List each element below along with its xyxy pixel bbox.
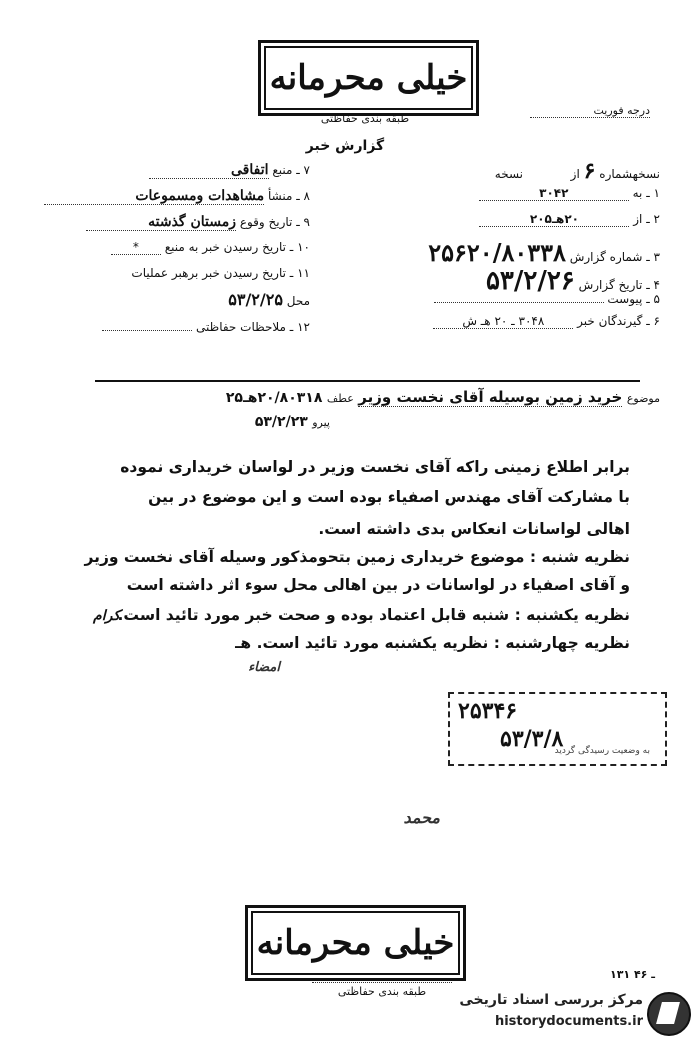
subject-ref-date-row bbox=[180, 414, 330, 430]
source-row bbox=[80, 162, 310, 179]
subject-ref-label: عطف bbox=[326, 392, 354, 405]
source-value: اتفاقی bbox=[149, 162, 269, 179]
event-date-label: ۹ ـ تاریخ وقوع bbox=[239, 215, 310, 229]
origin-label: ۸ ـ منشأ bbox=[267, 189, 310, 203]
handwritten-signature: امضاء bbox=[248, 660, 280, 675]
report-date-value: ۵۳/۲/۲۶ bbox=[485, 266, 575, 296]
recipients-value: ۳۰۴۸ ـ ۲۰ هـ ش bbox=[433, 314, 573, 329]
report-date-label: ۴ ـ تاریخ گزارش bbox=[578, 278, 660, 292]
body-line-6: نظریه یکشنبه : شنبه قابل اعتماد بوده و صحت خبر مورد تائید است. bbox=[117, 606, 630, 624]
body-line-4: نظریه شنبه : موضوع خریداری زمین بتحومذکور وسیله آقای نخست وزیر bbox=[84, 548, 630, 566]
source-label: ۷ ـ منبع bbox=[272, 163, 310, 177]
report-number-row bbox=[350, 238, 660, 267]
report-number-label: ۳ ـ شماره گزارش bbox=[569, 250, 660, 264]
attachment-label: ۵ ـ پیوست bbox=[607, 292, 660, 306]
received-date-row bbox=[80, 240, 310, 255]
recipients-row bbox=[380, 314, 660, 329]
registration-seal bbox=[448, 692, 667, 766]
body-line-5: و آقای اصفیاء در لواسانات در بین اهالی محل سوء اثر داشته است bbox=[126, 576, 630, 594]
watermark-title: مرکز بررسی اسناد تاریخی bbox=[459, 992, 643, 1008]
bottom-signature: محمد bbox=[403, 808, 440, 827]
copies-from-label: از bbox=[570, 167, 580, 181]
recipients-label: ۶ ـ گیرندگان خبر bbox=[577, 314, 660, 328]
handwritten-initials: کرام bbox=[93, 608, 120, 624]
page-code: ۱۳۱ ـ ۴۶ bbox=[609, 968, 655, 981]
section-divider bbox=[95, 380, 640, 382]
subject-row bbox=[120, 388, 660, 406]
to-row bbox=[410, 186, 660, 201]
place-row bbox=[110, 290, 310, 309]
from-value: ۲۰هـ۲۰۵ bbox=[479, 212, 629, 227]
body-line-3: اهالی لواسانات انعکاس بدی داشته است. bbox=[318, 520, 630, 538]
received-date-label: ۱۰ ـ تاریخ رسیدن خبر به منبع bbox=[164, 240, 310, 254]
ops-date-label: ۱۱ ـ تاریخ رسیدن خبر برهبر عملیات bbox=[131, 266, 310, 280]
attachment-row bbox=[410, 292, 660, 306]
classification-stamp-top: خیلی محرمانه bbox=[258, 40, 479, 116]
seal-caption: به وضعیت رسیدگی گردید bbox=[554, 746, 650, 756]
to-value: ۳۰۴۲ bbox=[479, 186, 629, 201]
report-title: گزارش خبر bbox=[305, 138, 385, 154]
watermark bbox=[415, 990, 695, 1040]
seal-date: ۵۳/۳/۸ bbox=[500, 726, 564, 752]
copy-number-row bbox=[410, 158, 660, 184]
body-line-1: برابر اطلاع زمینی راکه آقای نخست وزیر در لواسان خریداری نموده bbox=[120, 458, 630, 476]
copies-label: نسخه bbox=[494, 167, 524, 181]
from-label: ۲ ـ از bbox=[633, 212, 660, 226]
seal-number: ۲۵۳۴۶ bbox=[458, 698, 518, 724]
from-row bbox=[410, 212, 660, 227]
notes-row bbox=[80, 320, 310, 334]
ops-date-value: ۵۳/۲/۲۵ bbox=[228, 290, 283, 309]
subject-ref-value: ۲۰/۸۰۳۱۸هـ۲۵ bbox=[225, 390, 323, 406]
urgency-label: درجه فوریت bbox=[530, 104, 650, 118]
event-date-value: زمستان گذشته bbox=[86, 214, 236, 231]
watermark-logo-icon bbox=[647, 992, 691, 1036]
ops-date-row bbox=[80, 266, 310, 280]
classification-caption-top: طبقه بندی حفاظتی bbox=[320, 112, 410, 125]
place-label: محل bbox=[286, 294, 310, 308]
origin-row bbox=[20, 188, 310, 205]
subject-ref-date-label: پیرو bbox=[312, 416, 330, 429]
origin-value: مشاهدات ومسموعات bbox=[44, 188, 264, 205]
copy-number-value: ۶ bbox=[583, 158, 596, 184]
report-number-value: ۲۵۶۲۰/۸۰۳۳۸ bbox=[428, 238, 566, 267]
received-date-value: * bbox=[111, 240, 161, 255]
subject-ref-date-value: ۵۳/۲/۲۳ bbox=[254, 414, 308, 430]
subject-label: موضوع bbox=[626, 392, 660, 405]
notes-label: ۱۲ ـ ملاحظات حفاظتی bbox=[196, 320, 310, 334]
body-line-7: نظریه چهارشنبه : نظریه یکشنبه مورد تائید است. هـ bbox=[235, 634, 630, 652]
body-line-2: با مشارکت آقای مهندس اصفیاء بوده است و این موضوع در بین bbox=[148, 488, 630, 506]
classification-caption-bottom: طبقه بندی حفاظتی bbox=[312, 982, 452, 998]
to-label: ۱ ـ به bbox=[632, 186, 660, 200]
subject-text: خرید زمین بوسیله آقای نخست وزیر bbox=[358, 388, 623, 406]
classification-stamp-bottom: خیلی محرمانه bbox=[245, 905, 466, 981]
event-date-row bbox=[60, 214, 310, 231]
watermark-url: historydocuments.ir bbox=[494, 1014, 643, 1029]
copy-number-label: نسخهشماره bbox=[599, 167, 660, 181]
